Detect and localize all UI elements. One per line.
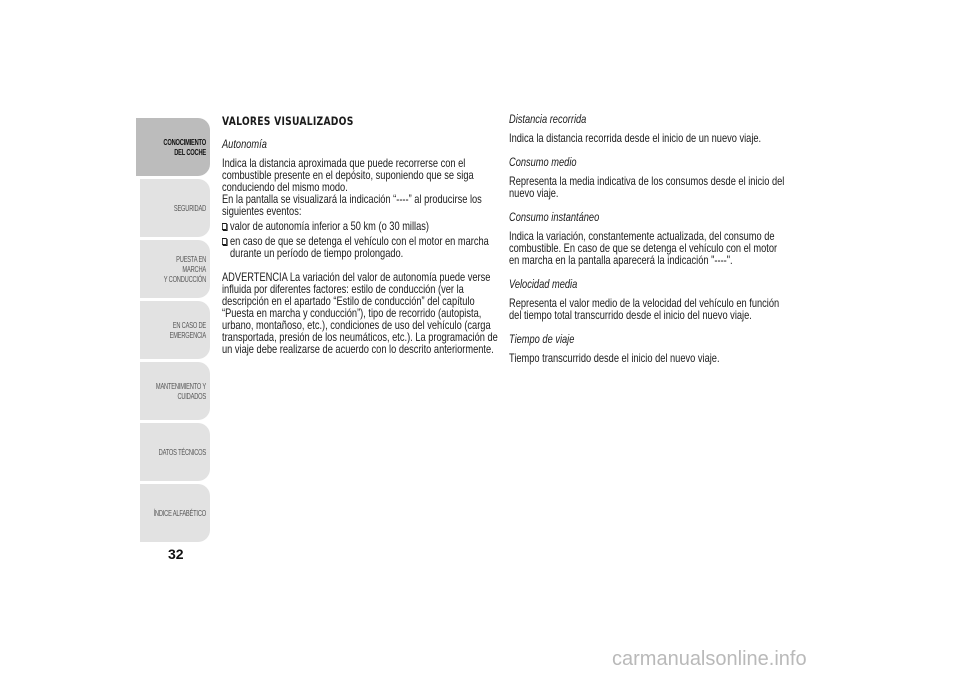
tab-indice-alfabetico[interactable] <box>140 484 210 542</box>
tab-en-caso-de-emergencia[interactable] <box>140 301 210 359</box>
tab-label-line: SEGURIDAD <box>173 203 206 213</box>
tab-label-line: Y CONDUCCIÓN <box>163 274 206 284</box>
subsection-title: Consumo medio <box>509 156 577 169</box>
tab-label-line: ÍNDICE ALFABÉTICO <box>153 508 206 518</box>
subsection-text: Indica la variación, constantemente actualizada, del consumo de combustible. En caso de que se detenga el vehículo con el motor en marcha en la pantalla aparecerá la indicación "----". <box>509 230 778 267</box>
tab-label-line: DEL COCHE <box>174 147 206 157</box>
subsection-title: Tiempo de viaje <box>509 333 575 346</box>
tab-label-line: EMERGENCIA <box>169 330 206 340</box>
page-number: 32 <box>168 546 184 562</box>
autonomia-display-note: En la pantalla se visualizará la indicación “----” al producirse los siguientes eventos: <box>222 193 482 218</box>
autonomia-description: Indica la distancia aproximada que puede recorrerse con el combustible presente en el depósito, suponiendo que se siga conduciendo del mismo modo. <box>222 157 474 194</box>
bullet-item: en caso de que se detenga el vehículo con el motor en marcha durante un período de tiempo prolongado. <box>222 236 498 260</box>
subsection-title-autonomia: Autonomía <box>222 138 267 151</box>
subsection-text: Representa la media indicativa de los consumos desde el inicio del nuevo viaje. <box>509 175 785 200</box>
tab-puesta-en-marcha[interactable] <box>140 240 210 298</box>
subsection-title: Distancia recorrida <box>509 113 587 126</box>
right-column <box>509 114 785 365</box>
advertencia-paragraph: ADVERTENCIA La variación del valor de autonomía puede verse influida por diferentes factores: estilo de conducción (ver la descripción en el apartado “Estilo de conducción” del capítulo “Puesta en marcha y conducción”), tipo de recorrido (autopista, urbano, montañoso, etc.), condiciones de uso del vehículo (carga transportada, presión de los neumáticos, etc.). La programación de un viaje debe realizarse de acuerdo con lo descrito anteriormente. <box>222 271 498 356</box>
tab-seguridad[interactable] <box>140 179 210 237</box>
tab-label-line: CUIDADOS <box>177 391 206 401</box>
section-heading: VALORES VISUALIZADOS <box>222 114 354 128</box>
tab-label-line: EN CASO DE <box>172 320 206 330</box>
tab-label-line: CONOCIMIENTO <box>163 137 206 147</box>
tab-datos-tecnicos[interactable] <box>140 423 210 481</box>
tab-label-line: DATOS TÉCNICOS <box>158 447 206 457</box>
tab-label-line: PUESTA EN MARCHA <box>176 254 206 274</box>
subsection-text: Representa el valor medio de la velocidad del vehículo en función del tiempo total transcurrido desde el inicio del nuevo viaje. <box>509 297 780 322</box>
subsection-text: Indica la distancia recorrida desde el inicio de un nuevo viaje. <box>509 132 762 145</box>
left-column <box>222 114 498 356</box>
tab-conocimiento-del-coche[interactable] <box>140 118 210 176</box>
subsection-text: Tiempo transcurrido desde el inicio del nuevo viaje. <box>509 352 720 365</box>
bullet-item: valor de autonomía inferior a 50 km (o 30 millas) <box>222 221 498 233</box>
subsection-title: Velocidad media <box>509 278 578 291</box>
tab-label-line: MANTENIMIENTO Y <box>155 381 206 391</box>
subsection-title: Consumo instantáneo <box>509 211 600 224</box>
chapter-sidebar <box>140 118 210 545</box>
footer-watermark: carmanualsonline.info <box>612 648 807 670</box>
tab-mantenimiento-y-cuidados[interactable] <box>140 362 210 420</box>
